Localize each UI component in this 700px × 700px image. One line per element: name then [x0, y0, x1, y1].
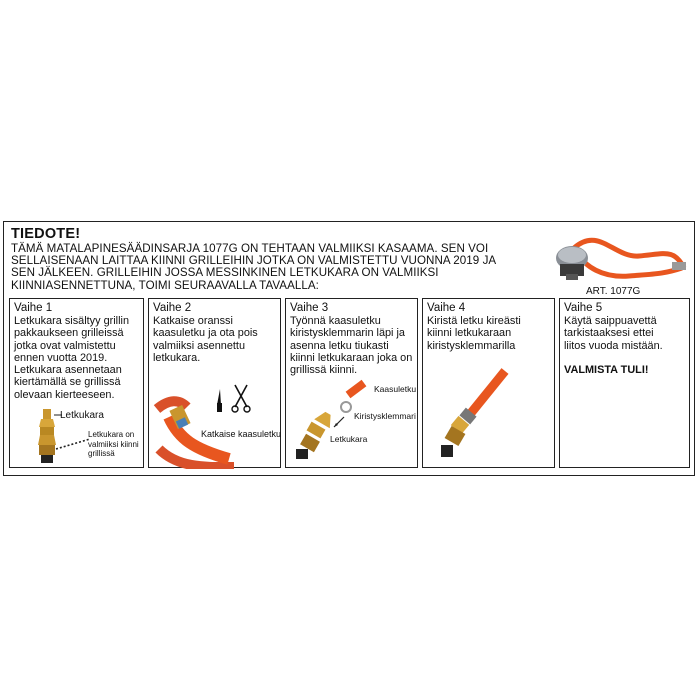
step-5-final: VALMISTA TULI!	[564, 363, 649, 376]
step-2-line: valmiiksi asennettu	[153, 339, 246, 352]
step-3-panel	[285, 298, 418, 468]
article-number: ART. 1077G	[586, 286, 641, 297]
step-2-line: Katkaise oranssi	[153, 315, 233, 327]
step-1-line: Letkukara asennetaan	[14, 364, 122, 377]
step-3-line: kiinni letkukaraan joka on	[290, 351, 413, 364]
step-3-line: asenna letku tiukasti	[290, 339, 389, 352]
label-cut-hose: Katkaise kaasuletku	[201, 429, 282, 439]
cut-hose-illustration	[149, 299, 282, 469]
step-3-line: Työnnä kaasuletku	[290, 315, 381, 327]
label-already-attached	[88, 430, 139, 459]
spacer	[564, 352, 663, 364]
step-4-panel	[422, 298, 555, 468]
step-3-line: grillissä kiinni.	[290, 364, 358, 377]
notice-title: TIEDOTE!	[11, 226, 81, 242]
step-1-line: jotka ovat valmistettu	[14, 339, 116, 352]
step-5-text	[564, 315, 663, 376]
step-1-line: ennen vuotta 2019.	[14, 351, 108, 364]
step-1-line: Letkukara sisältyy grillin	[14, 315, 130, 327]
step-5-line: liitos vuoda mistään.	[564, 339, 663, 352]
label-line: Letkukara on	[88, 430, 135, 439]
step-2-heading: Vaihe 2	[153, 302, 192, 314]
step-4-line: kiristysklemmarilla	[427, 339, 516, 352]
step-1-line: olevaan kierteeseen.	[14, 388, 115, 401]
step-4-line: Kiristä letku kireästi	[427, 315, 521, 327]
label-line: valmiiksi kiinni	[88, 439, 139, 449]
step-1-line: kiertämällä se grillissä	[14, 376, 121, 389]
intro-line: TÄMÄ MATALAPINESÄÄDINSARJA 1077G ON TEHTAAN VALMIIKSI KASAAMA. SEN VOI	[11, 242, 489, 255]
step-1-panel	[9, 298, 144, 468]
step-3-line: kiristysklemmarin läpi ja	[290, 327, 405, 340]
notice-intro	[11, 243, 546, 292]
step-2-line: kaasuletku ja ota pois	[153, 327, 258, 340]
step-5-line: tarkistaaksesi ettei	[564, 327, 654, 340]
label-hose-clamp: Kiristysklemmari	[354, 411, 416, 421]
intro-line: SEN JÄLKEEN. GRILLEIHIN JOSSA MESSINKINEN LETKUKARA ON VALMIIKSI	[11, 266, 439, 280]
step-2-panel	[148, 298, 281, 468]
step-1-line: pakkaukseen grilleissä	[14, 327, 124, 340]
intro-line: KIINNIASENNETTUNA, TOIMI SEURAAVALLA TAVAALLA:	[11, 278, 319, 292]
step-1-heading: Vaihe 1	[14, 302, 53, 314]
step-5-line: Käytä saippuavettä	[564, 315, 657, 327]
tightened-hose-illustration	[423, 299, 556, 469]
step-5-heading: Vaihe 5	[564, 302, 603, 314]
intro-line: SELLAISENAAN LAITTAA KIINNI GRILLEIHIN JOTKA ON VALMISTETTU VUONNA 2019 JA	[11, 254, 497, 268]
notice-sheet	[3, 221, 695, 476]
step-4-line: kiinni letkukaraan	[427, 327, 512, 340]
label-gas-hose: Kaasuletku	[374, 384, 417, 394]
label-line: grillissä	[88, 449, 115, 458]
step-5-panel	[559, 298, 690, 468]
label-nipple: Letkukara	[330, 434, 368, 444]
step-3-heading: Vaihe 3	[290, 302, 329, 314]
step-2-line: letkukara.	[153, 351, 201, 364]
step-4-heading: Vaihe 4	[427, 302, 466, 314]
label-letkukara: Letkukara	[60, 410, 104, 421]
